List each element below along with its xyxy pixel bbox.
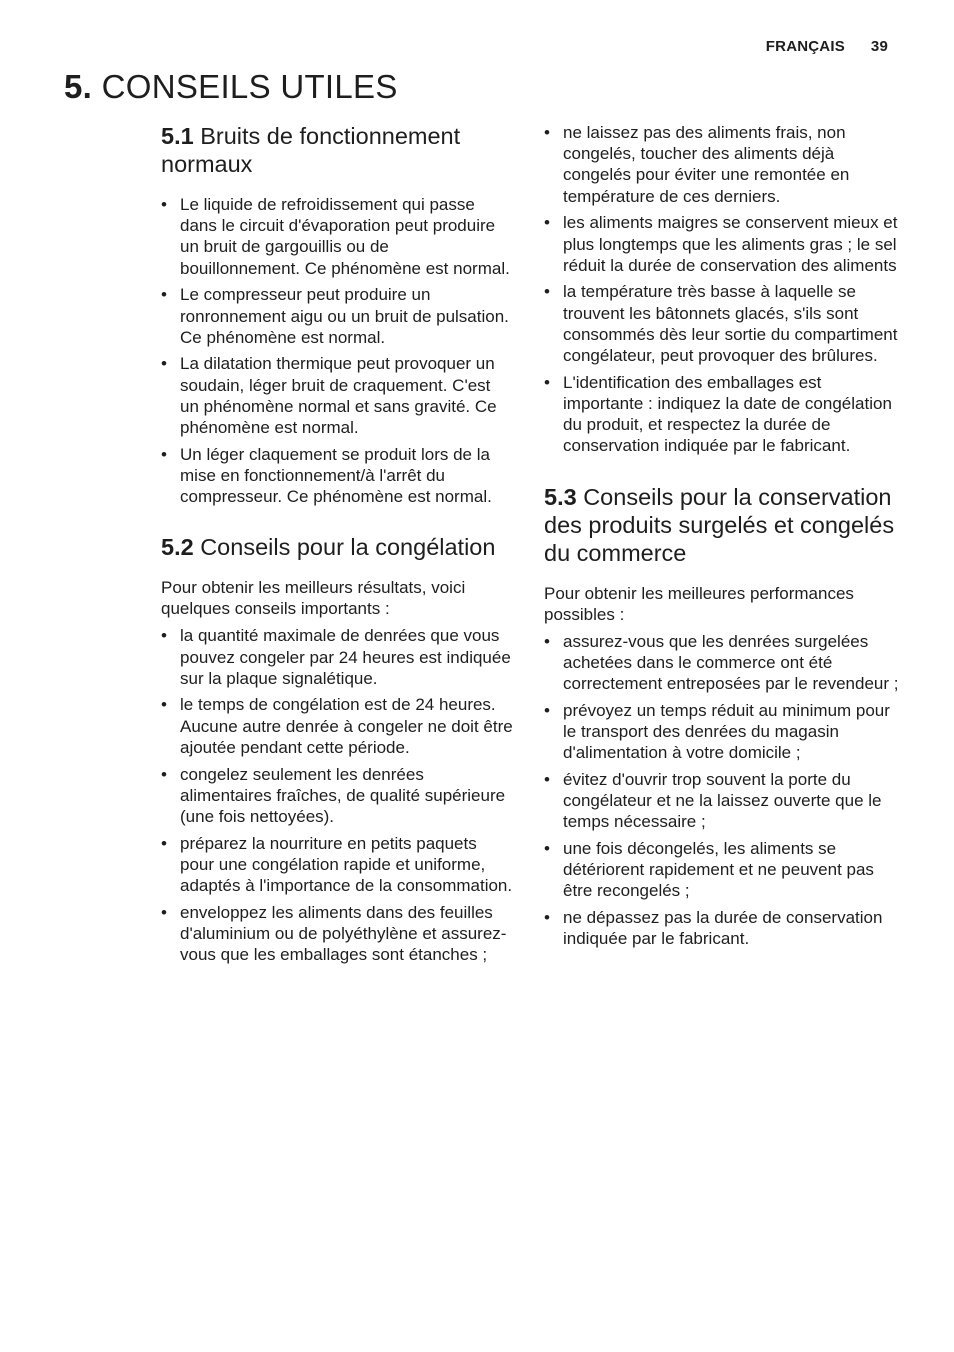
list-item: • enveloppez les aliments dans des feuilles d'aluminium ou de polyéthylène et assurez-vous que les emballages sont étanches ; — [161, 902, 507, 965]
section-5-2 — [161, 533, 513, 965]
list-item-text: ne dépassez pas la durée de conservation indiquée par le fabricant. — [563, 907, 883, 949]
list-item: • assurez-vous que les denrées surgelées achetées dans le commerce ont été correctement entreposées par le revendeur ; — [544, 631, 899, 693]
list-item: • la température très basse à laquelle se trouvent les bâtonnets glacés, s'ils sont consommés dès leur sortie du compartiment congélateur, peut provoquer des brûlures. — [544, 282, 898, 366]
list-item: • ne dépassez pas la durée de conservation indiquée par le fabricant. — [544, 907, 883, 949]
list-item-text: assurez-vous que les denrées surgelées achetées dans le commerce ont été correctement entreposées par le revendeur ; — [563, 631, 899, 693]
list-item: • les aliments maigres se conservent mieux et plus longtemps que les aliments gras ; le sel réduit la durée de conservation des aliments — [544, 213, 898, 275]
list-item-text: ne laissez pas des aliments frais, non congelés, toucher des aliments déjà congelés pour éviter une remontée en température de ces derniers. — [563, 123, 850, 206]
bullet-list — [161, 194, 513, 507]
list-item: • le temps de congélation est de 24 heures. Aucune autre denrée à congeler ne doit être ajoutée pendant cette période. — [161, 695, 513, 757]
list-item: • une fois décongelés, les aliments se détériorent rapidement et ne peuvent pas être recongelés ; — [544, 838, 874, 901]
section-title: Bruits de fonctionnement normaux — [161, 123, 461, 177]
section-heading — [161, 533, 513, 561]
list-item-text: préparez la nourriture en petits paquets pour une congélation rapide et uniforme, adaptés à l'importance de la consommation. — [180, 833, 513, 896]
list-item-text: une fois décongelés, les aliments se détériorent rapidement et ne peuvent pas être recongelés ; — [563, 838, 874, 901]
chapter-title-text: CONSEILS UTILES — [101, 68, 398, 105]
list-item: • ne laissez pas des aliments frais, non congelés, toucher des aliments déjà congelés pour éviter une remontée en température de ces derniers. — [544, 123, 850, 206]
list-item-text: la quantité maximale de denrées que vous pouvez congeler par 24 heures est indiquée sur la plaque signalétique. — [180, 626, 511, 688]
list-item-text: Le compresseur peut produire un ronronnement aigu ou un bruit de pulsation. Ce phénomène est normal. — [180, 285, 509, 347]
section-5-2-continued — [544, 122, 900, 457]
list-item: • Le compresseur peut produire un ronronnement aigu ou un bruit de pulsation. Ce phénomène est normal. — [161, 285, 509, 347]
list-item-text: L'identification des emballages est importante : indiquez la date de congélation du produit, et respectez la durée de conservation indiquée par le fabricant. — [563, 372, 892, 456]
list-item-text: prévoyez un temps réduit au minimum pour le transport des denrées du magasin d'alimentation à votre domicile ; — [563, 700, 890, 763]
section-intro: Pour obtenir les meilleurs résultats, voici quelques conseils importants : — [161, 578, 466, 619]
section-number: 5.3 — [544, 483, 577, 510]
list-item: • Le liquide de refroidissement qui passe dans le circuit d'évaporation peut produire un bruit de gargouillis ou de bouillonnement. Ce phénomène est normal. — [161, 195, 510, 278]
section-title: Conseils pour la conservation des produits surgelés et congelés du commerce — [544, 483, 895, 566]
list-item-text: évitez d'ouvrir trop souvent la porte du congélateur et ne la laissez ouverte que le temps nécessaire ; — [563, 769, 882, 832]
page-number: 39 — [870, 38, 888, 55]
left-column — [161, 122, 513, 991]
section-intro: Pour obtenir les meilleures performances possibles : — [544, 583, 854, 624]
list-item-text: La dilatation thermique peut provoquer un soudain, léger bruit de craquement. C'est un phénomène normal et sans gravité. Ce phénomène est normal. — [180, 354, 497, 438]
section-5-1 — [161, 122, 513, 507]
list-item: • L'identification des emballages est importante : indiquez la date de congélation du produit, et respectez la durée de conservation indiquée par le fabricant. — [544, 372, 892, 456]
section-heading — [161, 122, 513, 178]
bullet-list — [544, 631, 900, 950]
list-item-text: le temps de congélation est de 24 heures. Aucune autre denrée à congeler ne doit être ajoutée pendant cette période. — [180, 695, 513, 757]
list-item-text: Un léger claquement se produit lors de la mise en fonctionnement/à l'arrêt du compresseur. Ce phénomène est normal. — [180, 444, 492, 507]
bullet-list — [161, 625, 513, 965]
bullet-list — [544, 122, 900, 457]
section-number: 5.2 — [161, 534, 194, 561]
chapter-number: 5. — [64, 68, 93, 105]
right-column — [544, 122, 900, 975]
list-item-text: congelez seulement les denrées alimentaires fraîches, de qualité supérieure (une fois nettoyées). — [180, 764, 506, 826]
list-item: • congelez seulement les denrées alimentaires fraîches, de qualité supérieure (une fois nettoyées). — [161, 764, 506, 826]
list-item: • évitez d'ouvrir trop souvent la porte du congélateur et ne la laissez ouverte que le temps nécessaire ; — [544, 769, 882, 832]
list-item-text: les aliments maigres se conservent mieux et plus longtemps que les aliments gras ; le sel réduit la durée de conservation des aliments — [563, 213, 898, 275]
section-title: Conseils pour la congélation — [200, 534, 496, 561]
list-item: • la quantité maximale de denrées que vous pouvez congeler par 24 heures est indiquée sur la plaque signalétique. — [161, 626, 511, 688]
header-language: FRANÇAIS — [765, 38, 845, 55]
list-item-text: enveloppez les aliments dans des feuilles d'aluminium ou de polyéthylène et assurez-vous que les emballages sont étanches ; — [180, 902, 507, 965]
section-heading — [544, 483, 900, 567]
list-item: • prévoyez un temps réduit au minimum pour le transport des denrées du magasin d'alimentation à votre domicile ; — [544, 700, 890, 763]
list-item-text: la température très basse à laquelle se trouvent les bâtonnets glacés, s'ils sont consommés dès leur sortie du compartiment congélateur, peut provoquer des brûlures. — [563, 282, 898, 366]
list-item: • La dilatation thermique peut provoquer un soudain, léger bruit de craquement. C'est un phénomène normal et sans gravité. Ce phénomène est normal. — [161, 354, 497, 438]
list-item-text: Le liquide de refroidissement qui passe dans le circuit d'évaporation peut produire un bruit de gargouillis ou de bouillonnement. Ce phénomène est normal. — [180, 195, 510, 278]
running-header — [766, 38, 888, 55]
list-item: • Un léger claquement se produit lors de la mise en fonctionnement/à l'arrêt du compresseur. Ce phénomène est normal. — [161, 444, 492, 507]
section-5-3 — [544, 483, 900, 950]
chapter-title — [64, 68, 398, 106]
section-number: 5.1 — [161, 123, 194, 149]
list-item: • préparez la nourriture en petits paquets pour une congélation rapide et uniforme, adaptés à l'importance de la consommation. — [161, 833, 513, 896]
